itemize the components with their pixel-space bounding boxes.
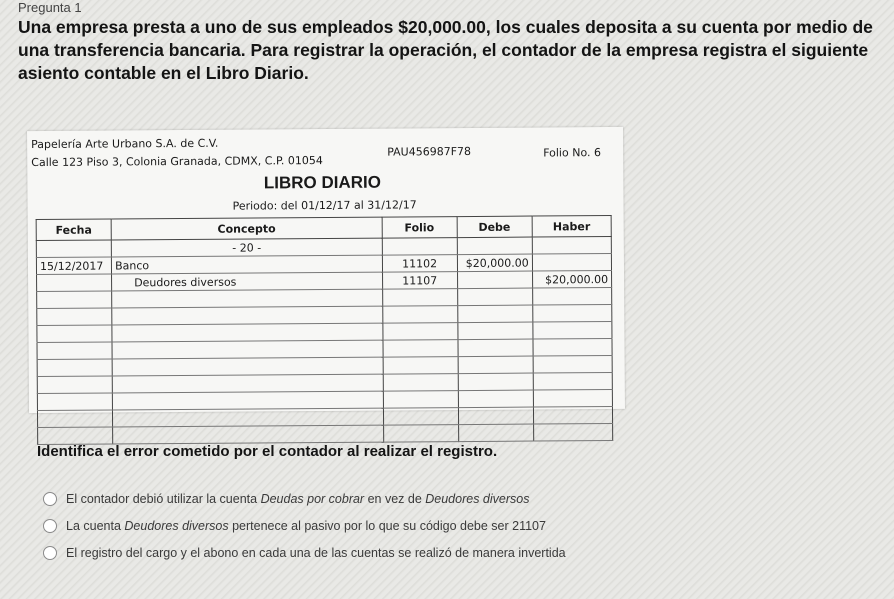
cell-concepto: Deudores diversos	[112, 272, 383, 291]
answer-option-3[interactable]	[43, 546, 566, 560]
question-number: Pregunta 1	[18, 0, 82, 15]
instruction-text: Identifica el error cometido por el contador al realizar el registro.	[37, 443, 498, 460]
header-concepto: Concepto	[111, 217, 382, 240]
header-haber: Haber	[532, 216, 611, 238]
radio-button[interactable]	[43, 519, 57, 533]
header-debe: Debe	[457, 216, 532, 238]
option-label: El contador debió utilizar la cuenta Deudas por cobrar en vez de Deudores diversos	[66, 492, 530, 506]
company-rfc: PAU456987F78	[387, 144, 472, 159]
cell-concepto: Banco	[111, 255, 382, 274]
cell-debe: $20,000.00	[457, 254, 532, 272]
cell-fecha	[37, 274, 112, 292]
cell-fecha: 15/12/2017	[36, 257, 111, 275]
journal-image	[27, 127, 625, 413]
journal-title: LIBRO DIARIO	[263, 172, 382, 193]
journal-table	[36, 215, 614, 445]
cell-debe	[457, 271, 532, 289]
answer-option-2[interactable]	[43, 519, 546, 533]
header-folio: Folio	[382, 217, 457, 239]
folio-number: Folio No. 6	[543, 146, 601, 160]
header-fecha: Fecha	[36, 219, 111, 241]
option-label: La cuenta Deudores diversos pertenece al pasivo por lo que su código debe ser 21107	[66, 519, 546, 533]
journal-period: Periodo: del 01/12/17 al 31/12/17	[232, 198, 417, 213]
company-address: Calle 123 Piso 3, Colonia Granada, CDMX, C.P. 01054	[31, 154, 323, 170]
answer-option-1[interactable]	[43, 492, 529, 506]
cell-folio: 11107	[382, 272, 457, 290]
question-text: Una empresa presta a uno de sus empleados $20,000.00, los cuales deposita a su cuenta por medio de una transferencia bancaria. Para registrar la operación, el contador de la empresa registra el siguiente asiento contable en el Libro Diario.	[18, 17, 873, 83]
empty-row	[38, 424, 613, 445]
cell-folio: 11102	[382, 255, 457, 273]
radio-button[interactable]	[43, 546, 57, 560]
company-name: Papelería Arte Urbano S.A. de C.V.	[31, 136, 219, 152]
cell-haber: $20,000.00	[532, 271, 611, 289]
cell-haber	[532, 254, 611, 272]
option-label: El registro del cargo y el abono en cada una de las cuentas se realizó de manera invertida	[66, 546, 566, 560]
radio-button[interactable]	[43, 492, 57, 506]
entry-number: - 20 -	[111, 238, 382, 257]
